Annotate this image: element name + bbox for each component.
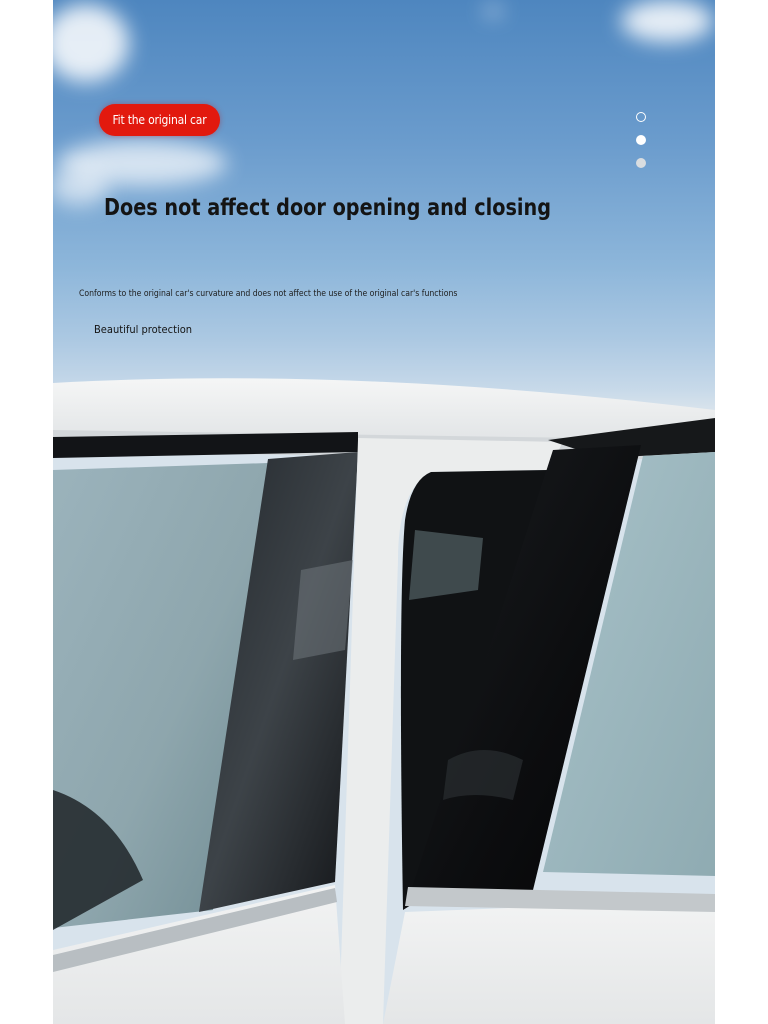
rear-seat-window bbox=[409, 530, 483, 600]
pillar-reflection bbox=[293, 560, 353, 660]
product-banner bbox=[53, 0, 715, 1024]
description-text: Conforms to the original car's curvature and does not affect the use of the original car's functions bbox=[79, 289, 458, 299]
carousel-dot-1[interactable] bbox=[636, 112, 646, 122]
headline: Does not affect door opening and closing bbox=[104, 195, 552, 221]
car-pillar-photo bbox=[53, 0, 715, 1024]
carousel-dot-2-active[interactable] bbox=[636, 135, 646, 145]
subheading: Beautiful protection bbox=[94, 323, 193, 336]
right-pillar-reflection bbox=[443, 750, 523, 800]
carousel-dot-3[interactable] bbox=[636, 158, 646, 168]
right-chrome-strip bbox=[405, 887, 715, 912]
right-door-lower-panel bbox=[383, 900, 715, 1024]
feature-badge: Fit the original car bbox=[99, 104, 220, 136]
